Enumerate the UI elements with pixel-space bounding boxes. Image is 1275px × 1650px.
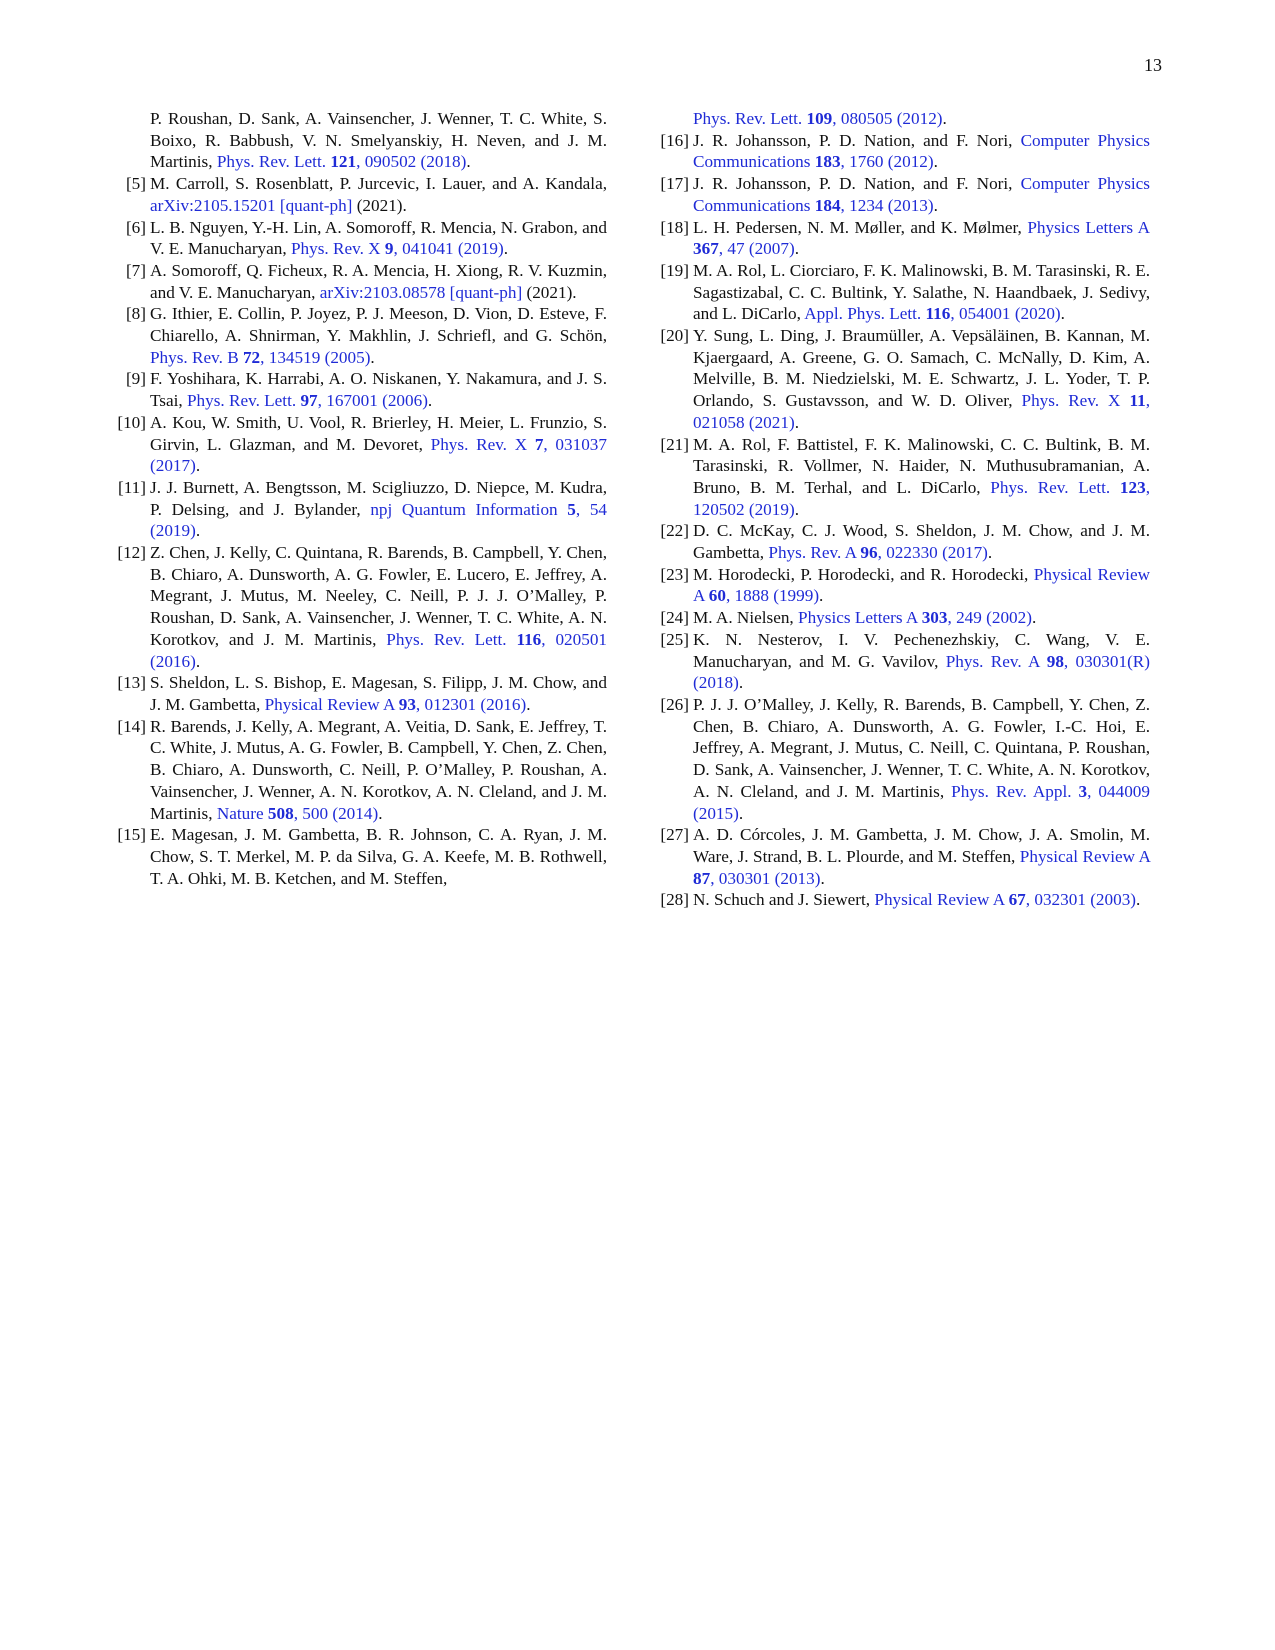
- citation-link-text: , 1760 (2012): [840, 152, 934, 172]
- citation-link-text: Phys. Rev. Lett.: [216, 152, 331, 172]
- citation-link[interactable]: [798, 608, 1032, 627]
- reference-number: [19]: [660, 260, 689, 280]
- citation-link-text: Phys. Rev. X: [1021, 391, 1130, 411]
- reference-number: [21]: [660, 434, 689, 454]
- citation-link-text: Phys. Rev. A: [768, 543, 861, 563]
- reference-number: [9]: [125, 369, 146, 389]
- reference-number: [17]: [660, 174, 689, 194]
- reference-number: [23]: [660, 564, 689, 584]
- citation-link-text: 121: [330, 152, 357, 172]
- citation-link-text: Phys. Rev. X: [430, 434, 535, 454]
- citation-link[interactable]: [320, 283, 522, 302]
- citation-link-text: 109: [806, 109, 833, 128]
- reference-number: [15]: [117, 825, 146, 845]
- reference-text: .: [794, 239, 799, 259]
- reference-text: .: [820, 868, 825, 888]
- reference-number: [12]: [117, 543, 146, 563]
- citation-link-text: 116: [516, 629, 542, 649]
- reference-number: [16]: [660, 130, 689, 150]
- reference-number: [13]: [117, 673, 146, 693]
- reference-text: A. D. Córcoles, J. M. Gambetta, J. M. Chow, J. A. Smolin, M. Ware, J. Strand, B. L. Plourde, and M. Steffen,: [693, 825, 1150, 866]
- reference-number: [27]: [660, 825, 689, 845]
- reference-entry: [655, 824, 1150, 889]
- citation-link-text: , 120502 (2019): [693, 477, 1150, 519]
- reference-number: [11]: [118, 477, 146, 497]
- reference-text: .: [819, 586, 824, 606]
- citation-link[interactable]: [217, 152, 467, 171]
- citation-link-text: , 090502 (2018): [356, 152, 467, 172]
- reference-text: E. Magesan, J. M. Gambetta, B. R. Johnson, C. A. Ryan, J. M. Chow, S. T. Merkel, M. P. da Silva, G. A. Keefe, M. B. Rothwell, T. A. Ohki, M. B. Ketchen, and M. Steffen,: [150, 825, 607, 888]
- reference-entry: [112, 824, 607, 889]
- reference-text: .: [195, 456, 201, 476]
- citation-link-text: Physical Review A: [1019, 846, 1150, 866]
- reference-text: L. B. Nguyen, Y.-H. Lin, A. Somoroff, R. Mencia, N. Grabon, and V. E. Manucharyan,: [150, 217, 607, 259]
- citation-link-text: 508: [267, 803, 294, 823]
- citation-link[interactable]: [150, 348, 370, 367]
- reference-entry: [655, 607, 1150, 629]
- reference-entry: [655, 260, 1150, 325]
- reference-entry: [112, 477, 607, 542]
- reference-number: [25]: [660, 629, 689, 649]
- citation-link-text: , 021058 (2021): [693, 391, 1150, 432]
- reference-text: .: [738, 673, 744, 693]
- citation-link-text: , 167001 (2006): [317, 391, 428, 411]
- reference-entry: [655, 130, 1150, 173]
- reference-entry: [655, 173, 1150, 216]
- reference-text: .: [942, 109, 947, 128]
- reference-text: P. J. J. O’Malley, J. Kelly, R. Barends, B. Campbell, Y. Chen, Z. Chen, B. Chiaro, A. Dunsworth, A. G. Fowler, I.-C. Hoi, E. Jeffrey, A. Megrant, J. Mutus, C. Neill, C. Quintana, P. Roushan, D. Sank, A. Vainsencher, J. Wenner, T. C. White, A. N. Korotkov, A. N. Cleland, and J. M. Martinis,: [693, 694, 1150, 801]
- citation-link-text: Physical Review A: [693, 564, 1150, 606]
- page-number: 13: [1144, 55, 1162, 75]
- reference-entry: [112, 217, 607, 260]
- reference-number: [22]: [660, 521, 689, 541]
- citation-link-text: 9: [384, 239, 394, 259]
- citation-link-text: , 080505 (2012): [832, 109, 943, 128]
- reference-number: [14]: [117, 716, 146, 736]
- citation-link[interactable]: [291, 239, 504, 258]
- reference-text: J. R. Johansson, P. D. Nation, and F. Nori,: [693, 130, 1021, 150]
- reference-text: Y. Sung, L. Ding, J. Braumüller, A. Vepsäläinen, B. Kannan, M. Kjaergaard, A. Greene, G. O. Samach, C. McNally, D. Kim, A. Melville, B. M. Niedzielski, M. E. Schwartz, J. L. Yoder, T. P. Orlando, S. Gustavsson, and W. D. Oliver,: [693, 326, 1150, 411]
- reference-text: M. Horodecki, P. Horodecki, and R. Horodecki,: [693, 564, 1034, 584]
- citation-link-text: npj Quantum Information: [370, 499, 568, 519]
- reference-text: .: [195, 651, 201, 671]
- citation-link-text: , 500 (2014): [293, 803, 379, 823]
- citation-link[interactable]: [265, 695, 527, 714]
- reference-entry: [112, 368, 607, 411]
- citation-link-text: 184: [814, 195, 841, 215]
- reference-entry: [655, 889, 1150, 911]
- citation-link[interactable]: [768, 543, 987, 562]
- citation-link-text: 183: [814, 152, 841, 172]
- reference-text: R. Barends, J. Kelly, A. Megrant, A. Veitia, D. Sank, E. Jeffrey, T. C. White, J. Mutus, A. G. Fowler, B. Campbell, Y. Chen, Z. Chen, B. Chiaro, A. Dunsworth, C. Neill, P. O’Malley, P. Roushan, A. Vainsencher, J. Wenner, A. N. Korotkov, A. N. Cleland, and J. M. Martinis,: [150, 716, 607, 823]
- reference-entry: [655, 694, 1150, 824]
- reference-entry: [112, 672, 607, 715]
- reference-text: A. Somoroff, Q. Ficheux, R. A. Mencia, H. Xiong, R. V. Kuzmin, and V. E. Manucharyan,: [150, 260, 607, 302]
- citation-link-text: Nature: [216, 803, 268, 823]
- citation-link[interactable]: [187, 391, 428, 410]
- reference-text: .: [526, 694, 531, 714]
- citation-link-text: 93: [398, 694, 416, 714]
- reference-number: [5]: [125, 174, 146, 194]
- citation-link-text: 123: [1119, 477, 1146, 497]
- citation-link-text: , 030301 (2013): [710, 868, 821, 888]
- citation-link[interactable]: [874, 890, 1136, 909]
- citation-link-text: 303: [921, 608, 948, 628]
- citation-link-text: Phys. Rev. Lett.: [386, 629, 517, 649]
- reference-number: [24]: [660, 608, 689, 628]
- citation-link-text: , 030301(R) (2018): [693, 651, 1150, 693]
- citation-link-text: 7: [534, 434, 544, 454]
- reference-text: D. C. McKay, C. J. Wood, S. Sheldon, J. M. Chow, and J. M. Gambetta,: [693, 521, 1150, 563]
- reference-entry: [112, 542, 607, 672]
- reference-entry: [655, 325, 1150, 434]
- citation-link-text: , 032301 (2003): [1025, 890, 1137, 910]
- reference-text: .: [933, 152, 938, 172]
- reference-number: [10]: [117, 412, 146, 432]
- reference-text: .: [195, 521, 201, 541]
- citation-link-text: Phys. Rev. A: [945, 651, 1047, 671]
- citation-link-text: , 1888 (1999): [725, 586, 820, 606]
- reference-text: L. H. Pedersen, N. M. Møller, and K. Mølmer,: [693, 217, 1028, 237]
- reference-text: .: [378, 803, 383, 823]
- citation-link-text: Phys. Rev. Lett.: [186, 391, 301, 411]
- reference-text: N. Schuch and J. Siewert,: [693, 890, 875, 910]
- reference-number: [7]: [125, 260, 146, 280]
- citation-link-text: 11: [1129, 391, 1146, 411]
- citation-link-text: Phys. Rev. B: [150, 347, 243, 367]
- citation-link-text: 60: [708, 586, 726, 606]
- reference-number: [20]: [660, 326, 689, 346]
- citation-link-text: 72: [242, 347, 261, 367]
- citation-link-text: , 012301 (2016): [415, 694, 527, 714]
- reference-text: .: [794, 499, 799, 519]
- citation-link-text: 67: [1008, 890, 1026, 910]
- reference-entry: [112, 303, 607, 368]
- citation-link-text: 98: [1046, 651, 1064, 671]
- citation-link-text: 116: [925, 304, 951, 324]
- reference-text: .: [466, 152, 471, 172]
- citation-link-text: , 044009 (2015): [693, 781, 1150, 823]
- citation-link-text: , 054001 (2020): [950, 304, 1061, 324]
- citation-link[interactable]: [150, 196, 352, 215]
- citation-link-text: Computer Physics Communications: [693, 130, 1150, 172]
- references-left-column: [112, 108, 607, 889]
- reference-text: .: [427, 391, 433, 411]
- citation-link-text: Phys. Rev. Lett.: [990, 477, 1120, 497]
- citation-link[interactable]: [693, 109, 943, 128]
- citation-link-text: 5: [567, 499, 576, 519]
- reference-text: F. Yoshihara, K. Harrabi, A. O. Niskanen, Y. Nakamura, and J. S. Tsai,: [150, 369, 607, 411]
- reference-text: .: [794, 412, 799, 432]
- citation-link-text: arXiv:2103.08578 [quant-ph]: [319, 282, 523, 302]
- reference-text: A. Kou, W. Smith, U. Vool, R. Brierley, H. Meier, L. Frunzio, S. Girvin, L. Glazman, and M. Devoret,: [150, 412, 607, 454]
- reference-text: J. J. Burnett, A. Bengtsson, M. Scigliuzzo, D. Niepce, M. Kudra, P. Delsing, and J. Bylander,: [150, 477, 607, 519]
- reference-number: [8]: [125, 304, 146, 324]
- reference-text: M. A. Nielsen,: [693, 608, 799, 628]
- reference-text: .: [503, 239, 509, 259]
- reference-text: K. N. Nesterov, I. V. Pechenezhskiy, C. Wang, V. E. Manucharyan, and M. G. Vavilov,: [693, 629, 1150, 671]
- reference-text: .: [1136, 890, 1141, 910]
- citation-link-text: , 022330 (2017): [877, 543, 988, 563]
- citation-link-text: , 249 (2002): [947, 608, 1032, 628]
- citation-link-text: arXiv:2105.15201 [quant-ph]: [150, 195, 353, 215]
- reference-text: .: [1031, 608, 1037, 628]
- citation-link-text: Physics Letters A: [798, 608, 922, 628]
- reference-entry: [655, 108, 1150, 130]
- reference-text: .: [1060, 304, 1065, 324]
- citation-link-text: , 47 (2007): [718, 239, 795, 259]
- reference-text: (2021).: [522, 282, 577, 302]
- reference-number: [6]: [125, 217, 146, 237]
- reference-entry: [112, 716, 607, 825]
- reference-text: .: [370, 347, 375, 367]
- citation-link-text: 367: [693, 239, 719, 259]
- citation-link-text: , 020501 (2016): [150, 629, 607, 671]
- reference-entry: [655, 434, 1150, 521]
- citation-link-text: , 031037 (2017): [150, 434, 607, 476]
- citation-link-text: , 54 (2019): [150, 499, 607, 541]
- reference-entry: [655, 520, 1150, 563]
- reference-entry: [112, 173, 607, 216]
- reference-text: P. Roushan, D. Sank, A. Vainsencher, J. Wenner, T. C. White, S. Boixo, R. Babbush, V. N. Smelyanskiy, H. Neven, and J. M. Martinis,: [150, 109, 607, 172]
- citation-link-text: 96: [860, 543, 878, 563]
- reference-text: .: [738, 803, 744, 823]
- reference-number: [28]: [660, 890, 689, 910]
- reference-text: (2021).: [352, 195, 407, 215]
- reference-entry: [655, 629, 1150, 694]
- reference-entry: [655, 564, 1150, 607]
- citation-link-text: Computer Physics Communications: [693, 174, 1150, 215]
- reference-text: .: [933, 195, 938, 215]
- reference-entry: [112, 108, 607, 173]
- citation-link-text: Phys. Rev. Lett.: [693, 109, 807, 128]
- reference-entry: [112, 260, 607, 303]
- citation-link-text: Phys. Rev. Appl.: [951, 781, 1079, 801]
- citation-link[interactable]: [804, 304, 1060, 323]
- citation-link-text: , 041041 (2019): [393, 239, 504, 259]
- citation-link-text: , 134519 (2005): [260, 347, 371, 367]
- reference-number: [18]: [660, 217, 689, 237]
- citation-link-text: 97: [300, 391, 318, 411]
- citation-link[interactable]: [217, 804, 378, 823]
- citation-link-text: 3: [1078, 781, 1088, 801]
- reference-text: S. Sheldon, L. S. Bishop, E. Magesan, S. Filipp, J. M. Chow, and J. M. Gambetta,: [150, 673, 607, 714]
- reference-entry: [655, 217, 1150, 260]
- citation-link-text: Phys. Rev. X: [290, 239, 385, 259]
- citation-link-text: Appl. Phys. Lett.: [804, 304, 926, 324]
- citation-link-text: Physical Review A: [264, 694, 399, 714]
- citation-link-text: 87: [693, 868, 711, 888]
- reference-text: M. Carroll, S. Rosenblatt, P. Jurcevic, I. Lauer, and A. Kandala,: [150, 174, 607, 194]
- reference-number: [26]: [660, 694, 689, 714]
- citation-link-text: Physics Letters A: [1027, 217, 1150, 237]
- reference-text: Z. Chen, J. Kelly, C. Quintana, R. Barends, B. Campbell, Y. Chen, B. Chiaro, A. Dunsworth, A. G. Fowler, E. Lucero, E. Jeffrey, A. Megrant, J. Mutus, M. Neeley, C. Neill, P. J. J. O’Malley, P. Roushan, D. Sank, A. Vainsencher, J. Wenner, T. C. White, A. N. Korotkov, and J. M. Martinis,: [150, 543, 607, 649]
- references-right-column: [655, 108, 1150, 911]
- citation-link-text: Physical Review A: [874, 890, 1009, 910]
- reference-text: .: [987, 543, 993, 563]
- citation-link-text: , 1234 (2013): [840, 195, 934, 215]
- reference-text: M. A. Rol, F. Battistel, F. K. Malinowski, C. C. Bultink, B. M. Tarasinski, R. Vollmer, N. Haider, N. Muthusubramanian, A. Bruno, B. M. Terhal, and L. DiCarlo,: [693, 434, 1150, 497]
- reference-entry: [112, 412, 607, 477]
- reference-text: G. Ithier, E. Collin, P. Joyez, P. J. Meeson, D. Vion, D. Esteve, F. Chiarello, A. Shnirman, Y. Makhlin, J. Schriefl, and G. Schön,: [150, 304, 607, 346]
- reference-text: J. R. Johansson, P. D. Nation, and F. Nori,: [693, 174, 1021, 194]
- reference-text: M. A. Rol, L. Ciorciaro, F. K. Malinowski, B. M. Tarasinski, R. E. Sagastizabal, C. C. Bultink, Y. Salathe, N. Haandbaek, J. Sedivy, and L. DiCarlo,: [693, 260, 1150, 324]
